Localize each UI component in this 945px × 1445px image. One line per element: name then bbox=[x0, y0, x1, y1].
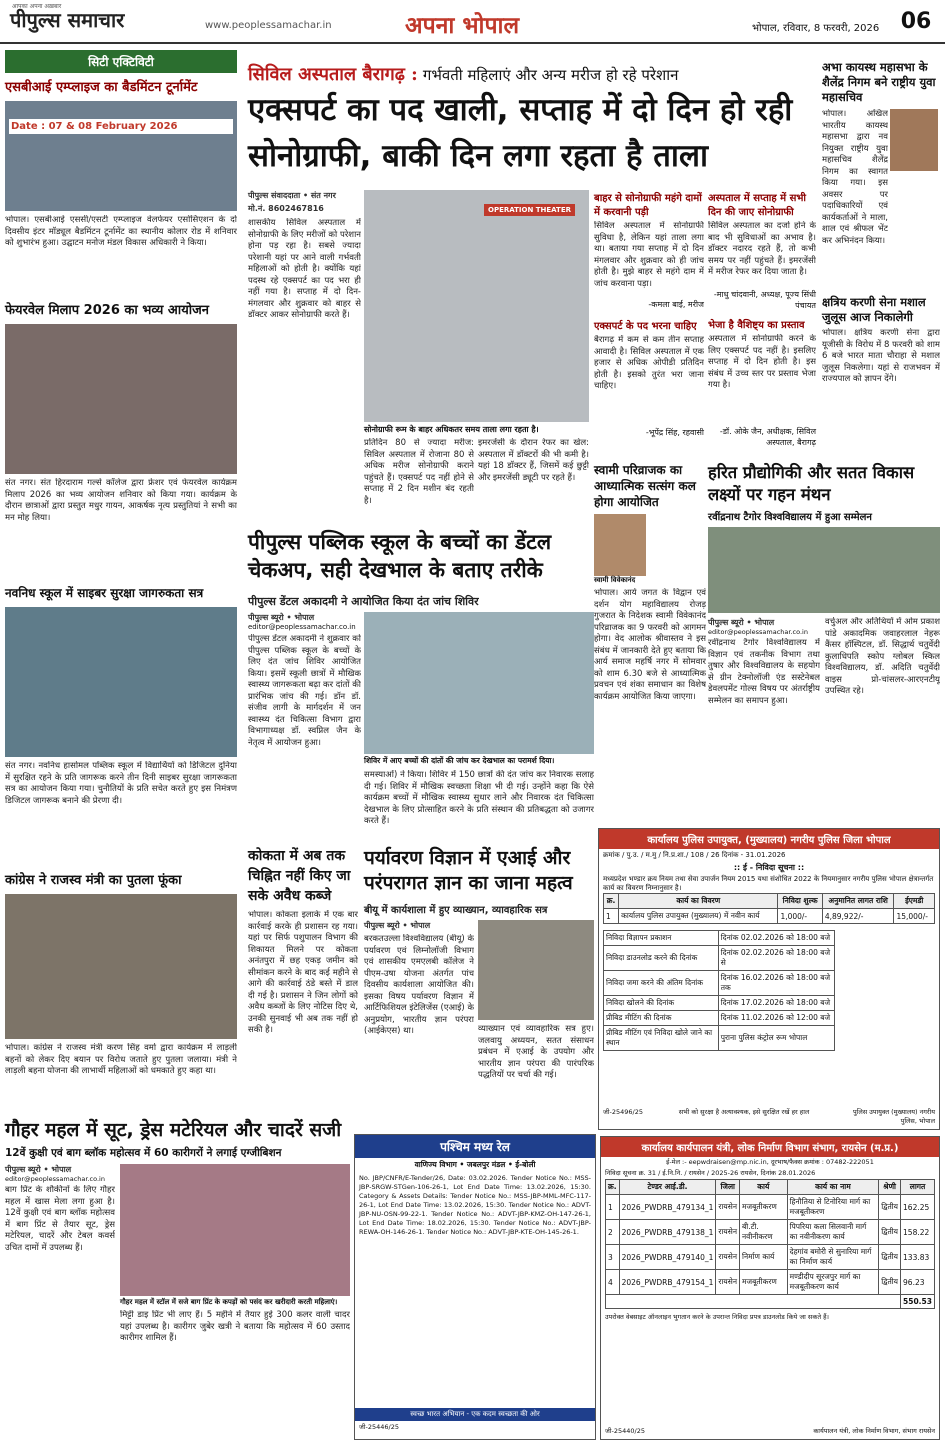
operation-theater-sign: OPERATION THEATER bbox=[484, 204, 575, 216]
dental-byline: पीपुल्स ब्यूरो • भोपाल bbox=[248, 613, 315, 622]
railway-ad-footer: स्वच्छ भारत अभियान - एक कदम स्वच्छता की ओर bbox=[355, 1408, 595, 1421]
railway-ad-code: जी-25446/25 bbox=[359, 1423, 399, 1431]
env-subheadline: बीयू में कार्यशाला में हुए व्याख्यान, व्यावहारिक सत्र bbox=[364, 905, 548, 916]
env-text-col bbox=[364, 920, 474, 1134]
section-title: अपना भोपाल bbox=[405, 12, 520, 39]
gohar-caption: गौहर महल में स्टॉल में सजे बाग प्रिंट के कपड़ों को पसंद कर खरीदारी करती महिलाएं। bbox=[120, 1298, 338, 1306]
dental-text-col bbox=[248, 612, 361, 860]
lead-byline: पीपुल्स संवाददाता • संत नगर bbox=[248, 191, 336, 200]
side2-sign: -माधु चांदवानी, अध्यक्ष, पूज्य सिंधी पंचायत bbox=[713, 290, 816, 310]
police-ad-slogan: सभी को सुरक्षा है अत्यावश्यक, इसे सुरक्षित रखें हर हाल bbox=[678, 1108, 810, 1116]
page-number: 06 bbox=[893, 4, 939, 40]
side1-body: सिविल अस्पताल में सोनोग्राफी सुविधा है, लेकिन यहां ताला लगा था। बताया गया सप्ताह में दो दिन मंगलवार और शुक्रवार को ही जांच होती है। मुझे बाहर से महंगे दाम में जांच करवाना पड़ा। bbox=[594, 221, 704, 289]
kokta-headline[interactable]: कोकता में अब तक चिह्नित नहीं किए जा सके अवैध कब्जे bbox=[248, 848, 351, 904]
green-tech-story bbox=[708, 462, 940, 853]
table-row: प्रीबिड मीटिंग की दिनांक दिनांक 11.02.2026 को 12:00 बजे bbox=[604, 1011, 835, 1026]
env-byline: पीपुल्स ब्यूरो • भोपाल bbox=[364, 921, 431, 930]
police-col-cost: अनुमानित लागत राशि bbox=[822, 894, 894, 909]
gohar-photo bbox=[120, 1164, 350, 1296]
table-row: निविदा खोलने की दिनांक दिनांक 17.02.2026 को 18:00 बजे bbox=[604, 996, 835, 1011]
police-ad-notice: :: ई - निविदा सूचना :: bbox=[733, 863, 805, 872]
logo-tagline: आपका अपना अख़बार bbox=[12, 3, 62, 10]
hospital-photo bbox=[364, 190, 589, 422]
swami-headline[interactable]: स्वामी परिव्राजक का आध्यात्मिक सत्संग कल होगा आयोजित bbox=[594, 463, 696, 509]
dental-subheadline: पीपुल्स डेंटल अकादमी ने आयोजित किया दंत जांच शिविर bbox=[248, 595, 479, 608]
pwd-ad-sign: कार्यपालन यंत्री, लोक निर्माण विभाग, संभाग रायसेन bbox=[813, 1427, 935, 1435]
swami-caption: स्वामी विवेकानंद bbox=[594, 576, 636, 584]
side2-body: सिविल अस्पताल का दर्जा होने के बाद भी सुविधाओं का अभाव है। डॉक्टर नदारद रहते हैं, तो कभी समय पर नहीं पहुंचते हैं। इमरजेंसी में मरीज रेफर कर दिया जाता है। bbox=[708, 221, 816, 277]
side4-sign: -डॉ. ओके जैन, अधीक्षक, सिविल अस्पताल, बैरागढ़ bbox=[719, 427, 816, 447]
police-col-fee: निविदा शुल्क bbox=[778, 894, 822, 909]
police-ad-ref: क्रमांक / पु.उ. / म.मु / नि.प्र.शा./ 108 / 26 दिनांक - 31.01.2026 bbox=[603, 851, 786, 859]
dental-email: editor@peoplessamachar.co.in bbox=[248, 623, 356, 631]
kokta-body: भोपाल। कोकता इलाके में एक बार कार्रवाई करके ही प्रशासन रह गया। यहां पर सिर्फ पशुपालन विभाग की शिकायत मिलने पर कोकता अनंतपुरा में छह एकड़ जमीन को सीमांकन करने के बाद कई महीने से आगे की कार्रवाई ठंडे बस्ते में डाल दी गई है। प्रशासन ने जिन लोगों को अवैध कब्जों के लिए नोटिस दिए थे, उनकी सुनवाई भी अब तक नहीं हो सकी है। bbox=[248, 910, 358, 1035]
lead-text-col bbox=[248, 190, 361, 390]
lead-kicker-line bbox=[248, 62, 813, 86]
police-col-no: क्र. bbox=[604, 894, 619, 909]
gohar-byline: पीपुल्स ब्यूरो • भोपाल bbox=[5, 1165, 72, 1174]
lead-kicker: सिविल अस्पताल बैरागढ़ : bbox=[248, 64, 418, 85]
cyber-safety-body: संत नगर। नवनिध हासोमल पब्लिक स्कूल में विद्यार्थियों को डिजिटल दुनिया में सुरक्षित रहने के प्रति जागरूक करने तीन दिनी साइबर सुरक्षा जागरूकता सत्र का आयोजन किया गया। चुनौतियों के प्रति सचेत करते हुए इस निमंत्रण डिजिटल जागरूक बनाने की प्रेरणा दी। bbox=[5, 761, 237, 806]
side3-body: बैरागढ़ में कम से कम तीन सप्ताह आवादी है। सिविल अस्पताल में एक हजार से अधिक ओपीडी प्रतिदिन होती है। इसको तुरंत भरा जाना चाहिए। bbox=[594, 335, 704, 391]
side4-body: अस्पताल में सोनोग्राफी करने के लिए एक्सपर्ट पद नहीं है। इसलिए सप्ताह में दो दिन होती है। इस संबंध में उच्च स्तर पर प्रस्ताव भेजा गया है। bbox=[708, 334, 816, 390]
police-ad-title: कार्यालय पुलिस उपायुक्त, (मुख्यालय) नगरीय पुलिस जिला भोपाल bbox=[599, 829, 939, 849]
dental-body-2: समस्याओं) ने किया। शिविर में 150 छात्रों की दंत जांच कर निवारक सलाह दी गई। शिविर में मौखिक स्वच्छता शिक्षा भी दी गई। उन्होंने कहा कि ऐसे कार्यक्रम बच्चों में मौखिक स्वास्थ्य सुधार लाने और निवारक दंत चिकित्सा देखभाल के लिए प्रोत्साहित करने के प्रति संस्थान की प्रतिबद्धता को उजागर करते हैं। bbox=[364, 770, 594, 826]
table-row: निविदा जमा करने की अंतिम दिनांक दिनांक 16.02.2026 को 18:00 बजे तक bbox=[604, 971, 835, 996]
police-ad-code: जी-25496/25 bbox=[603, 1108, 643, 1116]
dental-body: पीपुल्स डेंटल अकादमी ने शुक्रवार को पीपुल्स पब्लिक स्कूल के बच्चों के लिए दंत जांच शिविर आयोजित किया। इसमें स्कूली छात्रों में मौखिक स्वास्थ्य जागरूकता बढ़ा कर दांतों की प्रारंभिक जांच की गई। डॉन डॉ. संजीव लागी के मार्गदर्शन में जन स्वास्थ्य दंत चिकित्सा विभाग द्वारा विभागाध्यक्ष डॉ. स्वप्निल जैन के नेतृत्व में आयोजन हुआ। bbox=[248, 634, 361, 748]
farewell-headline[interactable]: फेयरवेल मिलाप 2026 का भव्य आयोजन bbox=[5, 303, 209, 318]
police-col-work: कार्य का विवरण bbox=[619, 894, 778, 909]
farewell-body: संत नगर। संत हिरदाराम गर्ल्स कॉलेज द्वारा फ्रेशर एवं फेयरवेल कार्यक्रम मिलाप 2026 का भव्य आयोजन शनिवार को किया गया। कार्यक्रम के दौरान छात्राओं द्वारा प्रस्तुत मधुर गायन, आकर्षक नृत्य प्रस्तुतियां ने सभी का मन मोह लिया। bbox=[5, 478, 237, 523]
police-ad-sign: पुलिस उपायुक्त (मुख्यालय) नगरीय पुलिस, भोपाल bbox=[852, 1108, 935, 1125]
table-row: 3 2026_PWDRB_479140_1 रायसेन निर्माण कार्य देहगांव बमोरी से सुनारिया मार्ग का निर्माण कार्य द्वितीय 133.83 bbox=[606, 1245, 935, 1270]
swami-body: भोपाल। आर्य जगत के विद्वान एवं दर्शन योग महाविद्यालय रोजड़ गुजरात के निदेशक स्वामी विवेकानंद परिव्राजक का 9 फरवरी को आगमन होगा। वेद आलोक श्रीवास्तव ने इस संबंध में जानकारी देते हुए बताया कि आर्य समाज महर्षि नगर में सोमवार को शाम 6.30 बजे से आध्यात्मिक प्रवचन एवं शंका समाधान का विशेष कार्यक्रम आयोजित किया जाएगा। bbox=[594, 588, 706, 702]
pwd-total: 550.53 bbox=[901, 1295, 935, 1309]
gohar-headline[interactable]: गौहर महल में सूट, ड्रेस मटेरियल और चादरें सजी bbox=[5, 1119, 342, 1141]
railway-ad-title: पश्चिम मध्य रेल bbox=[355, 1135, 595, 1158]
dental-photo bbox=[364, 612, 594, 754]
table-row: 2 2026_PWDRB_479138_1 रायसेन बी.टी. नवीनीकरण पिपरिया कला सिलवानी मार्ग का नवीनीकरण कार्य द्वितीय 158.22 bbox=[606, 1220, 935, 1245]
side-quotes-b bbox=[708, 190, 816, 448]
masthead bbox=[0, 0, 945, 44]
table-row: 1 2026_PWDRB_479134_1 रायसेन मजबूतीकरण हिनौतिया से टिनोरिया मार्ग का मजबूतीकरण द्वितीय 162.25 bbox=[606, 1195, 935, 1220]
pwd-ad-table: क्र. टेण्डर आई.डी. जिला कार्य कार्य का नाम श्रेणी लागत 1 2026_PWDRB_479134_1 रायसेन मजबूतीकरण हिनौतिया से टिनोरिया मार्ग का मजबूतीकरण द्वितीय 162.25 2 2026_PWDRB_479138_1 रायसेन बी.टी. नवीनीकरण पिपरिया कला सिलवानी मार्ग का नवीनीकरण कार्य द्वितीय 158.22 3 2026_PWDRB_479140_1 रायसेन निर्माण कार्य देहगांव बमोरी से सुनारिया मार्ग का निर्माण कार्य द्वितीय 133.83 4 2026_PWDRB_479154_1 रायसेन मजबूतीकरण मण्डीदीप सूरजपुर मार्ग का मजबूतीकरण कार्य द्वितीय 96.23 550.53 bbox=[605, 1179, 935, 1309]
dental-caption: शिविर में आए बच्चों की दांतों की जांच कर देखभाल का परामर्श दिया। bbox=[364, 756, 555, 765]
sbi-event-photo bbox=[5, 101, 237, 211]
karni-sena-headline[interactable]: क्षत्रिय करणी सेना मशाल जुलूस आज निकालेगी bbox=[822, 295, 926, 324]
congress-protest-body: भोपाल। कांग्रेस ने राजस्व मंत्री करण सिंह वर्मा द्वारा कार्यक्रम में लाड़ली बहनों को लेकर दिए बयान पर विरोध जताते हुए पुतला जलाया। मंत्री ने लाड़ली बहना योजना की लाभार्थी महिलाओं को धमकाते हुए कहा था। bbox=[5, 1043, 237, 1076]
karni-sena-body: भोपाल। क्षत्रिय करणी सेना द्वारा यूजीसी के विरोध में 8 फरवरी को शाम 6 बजे भारत माता चौराहा से मशाल जुलूस निकलेगा। यहां से राजभवन में राज्यपाल को ज्ञापन देंगे। bbox=[822, 328, 940, 384]
pwd-tender-ad bbox=[600, 1136, 940, 1440]
gohar-email: editor@peoplessamachar.co.in bbox=[5, 1175, 105, 1183]
hospital-photo-caption: सोनोग्राफी रूम के बाहर अधिकतर समय ताला लगा रहता है। bbox=[364, 425, 539, 434]
police-ad-table bbox=[603, 893, 935, 924]
sbi-badminton-headline[interactable]: एसबीआई एम्प्लाइज का बैडमिंटन टूर्नामेंट bbox=[5, 80, 198, 95]
congress-protest-photo bbox=[5, 894, 237, 1039]
green-tech-subheadline: रवींद्रनाथ टैगोर विश्वविद्यालय में हुआ सम्मेलन bbox=[708, 512, 872, 523]
congress-protest-headline[interactable]: कांग्रेस ने राजस्व मंत्री का पुतला फूंका bbox=[5, 873, 182, 888]
dateline: भोपाल, रविवार, 8 फरवरी, 2026 bbox=[752, 23, 880, 34]
shailendra-photo bbox=[890, 109, 938, 171]
newspaper-logo[interactable]: पीपुल्स समाचार bbox=[10, 8, 125, 32]
lead-kicker-rest: गर्भवती महिलाएं और अन्य मरीज हो रहे परेशान bbox=[422, 66, 679, 84]
railway-ad-body: No. JBP/CNFR/E-Tender/26, Date: 03.02.2026. Tender Notice No.: MSS-JBP-SRGW-STGen-106-26-1, Lot End Date Time: 13.02.2026, 15:30. Category & Assets Details: Tender Notice No.: MSS-JBP-MML-MFC-117-26-1, Lot End Date Time: 13.02.2026, 15:30. Tender Notice No.: ADVT-JBP-NU-OSN-99-22-1. Tender Notice No.: ADVT-JBP-KMZ-OH-147-26-1, Lot End Date Time: 18.02.2026, 15:30. Tender Notice No.: ADVT-JBP-REWA-OH-146-26-1. Tender Notice No.: ADVT-JBP-KTE-OH-145-26-1. bbox=[359, 1174, 591, 1236]
gohar-subheadline: 12वें कुक्षी एवं बाग ब्लॉक महोत्सव में 60 कारीगरों ने लगाई एग्जीबिशन bbox=[5, 1147, 282, 1159]
green-tech-body-2: वर्चुअल और अतिथियों में ओम प्रकाश पांडे अकादमिक जवाहरलाल नेहरू कैंसर हॉस्पिटल, डॉ. सिद्धार्थ चतुर्वेदी कुलाधिपति स्कोप ग्लोबल स्किल विश्वविद्यालय, डॉ. अदिति चतुर्वेदी वाइस प्रो-चांसलर-आरएनटीयू उपस्थित रहे। bbox=[825, 617, 940, 696]
police-tender-ad bbox=[598, 828, 940, 1130]
railway-tender-ad bbox=[354, 1134, 596, 1440]
website-link[interactable]: www.peoplessamachar.in bbox=[205, 20, 332, 31]
table-row bbox=[606, 1295, 935, 1309]
env-body-2: व्याख्यान एवं व्यावहारिक सत्र हुए। जलवायु अध्ययन, सतत संसाधन प्रबंधन में एआई के उपयोग और भारतीय ज्ञान परंपरा की पारंपरिक पद्धतियों पर चर्चा की गई। bbox=[478, 1024, 594, 1080]
lead-headline-line-1[interactable]: एक्सपर्ट का पद खाली, सप्ताह में दो दिन हो रही bbox=[248, 92, 793, 128]
env-body: बरकतउल्ला विश्वविद्यालय (बीयू) के पर्यावरण एवं लिम्नोलॉजी विभाग एवं शासकीय एमएलबी कॉलेज ने पीएम-उषा योजना अंतर्गत पांच दिवसीय कार्यशाला आयोजित की। इसका विषय पर्यावरण विज्ञान में आर्टिफिशियल इंटेलिजेंस (एआई) के अनुप्रयोग, भारतीय ज्ञान परंपरा (आईकेएस) था। bbox=[364, 934, 474, 1036]
pwd-ad-ref: निविदा सूचना क्र. 31 / ई.नि.नि. / रायसेन / 2025-26 रायसेन, दिनांक 28.01.2026 bbox=[605, 1169, 816, 1177]
env-headline[interactable]: पर्यावरण विज्ञान में एआई और परंपरागत ज्ञान का जाना महत्व bbox=[364, 847, 573, 894]
cyber-safety-headline[interactable]: नवनिध स्कूल में साइबर सुरक्षा जागरुकता सत्र bbox=[5, 586, 204, 600]
kayastha-headline[interactable]: अभा कायस्थ महासभा के शैलेंद्र निगम बने राष्ट्रीय युवा महासचिव bbox=[822, 60, 936, 104]
pwd-ad-code: जी-25440/25 bbox=[605, 1427, 645, 1435]
side3-sign: -भूपेंद्र सिंह, रहवासी bbox=[645, 428, 704, 437]
railway-ad-sub: वाणिज्य विभाग • जबलपुर मंडल • ई-बोली bbox=[414, 1160, 536, 1169]
pwd-ad-footer: उपरोक्त वेबसाइट ऑनलाइन भुगतान करने के उपरान्त निविदा प्रपत्र डाउनलोड किये जा सकते हैं। bbox=[605, 1313, 829, 1321]
pwd-ad-title: कार्यालय कार्यपालन यंत्री, लोक निर्माण विभाग संभाग, रायसेन (म.प्र.) bbox=[601, 1137, 939, 1157]
farewell-photo bbox=[5, 324, 237, 474]
dental-headline[interactable]: पीपुल्स पब्लिक स्कूल के बच्चों का डेंटल चेकअप, सही देखभाल के बताए तरीके bbox=[248, 530, 552, 582]
side3-title: एक्सपर्ट के पद भरना चाहिए bbox=[594, 321, 697, 332]
kayastha-body: भोपाल। अखिल भारतीय कायस्थ महासभा द्वारा नव नियुक्त राष्ट्रीय युवा महासचिव शैलेंद्र निगम का स्वागत किया गया। इस अवसर पर पदाधिकारियों एवं कार्यकर्ताओं ने माला, शाल एवं श्रीफल भेंट कर अभिनंदन किया। bbox=[822, 109, 888, 246]
swami-photo bbox=[594, 514, 646, 576]
event-banner: Date : 07 & 08 February 2026 bbox=[9, 119, 233, 134]
city-activity-tag: सिटी एक्टिविटी bbox=[5, 50, 237, 73]
kokta-story bbox=[248, 846, 358, 1160]
cyber-safety-photo bbox=[5, 607, 237, 757]
green-tech-body: रवींद्रनाथ टैगोर विश्वविद्यालय में विज्ञान एवं तकनीक विभाग तथा तुषार और विश्वविद्यालय के सहयोग से ग्रीन टेक्नोलॉजी एंड सस्टेनेबल डेवलपमेंट गोल्स विषय पर अंतर्राष्ट्रीय सम्मेलन का समापन हुआ। bbox=[708, 638, 820, 706]
fact-box-1: प्रतिदिन 80 से ज्यादा मरीज: सिविल अस्पताल में रोजाना 80 से अधिक मरीज सोनोग्राफी कराने पहुंचते हैं। एक्सपर्ट पद नहीं होने से सप्ताह में 2 दिन मशीन बंद रहती है। bbox=[364, 438, 474, 506]
lead-body: शासकीय सिविल अस्पताल में सोनोग्राफी के लिए मरीजों को परेशान होना पड़ रहा है। सबसे ज्यादा परेशानी यहां पर आने वाली गर्भवती महिलाओं को होती है। क्योंकि यहां पदस्थ रहे एक्सपर्ट का पद भरा ही नहीं गया है। सप्ताह में दो दिन- मंगलवार और शुक्रवार को बाहर से डॉक्टर आकर सोनोग्राफी करते हैं। bbox=[248, 218, 361, 320]
table-row: प्रीबिड मीटिंग एवं निविदा खोले जाने का स्थान पुराना पुलिस कंट्रोल रूम भोपाल bbox=[604, 1026, 835, 1051]
table-row: निविदा डाउनलोड करने की दिनांक दिनांक 02.02.2026 को 18:00 बजे से bbox=[604, 946, 835, 971]
lead-headline-line-2[interactable]: सोनोग्राफी, बाकी दिन लगा रहता है ताला bbox=[248, 138, 709, 174]
swami-story bbox=[594, 462, 706, 858]
side1-sign: -कमला बाई, मरीज bbox=[648, 300, 704, 309]
right-top-column bbox=[822, 60, 940, 440]
side-quotes-a bbox=[594, 190, 704, 438]
gohar-body: बाग प्रिंट के शौकीनों के लिए गौहर महल में खास मेला लगा हुआ है। 12वें कुक्षी एवं बाग ब्लॉक महोत्सव में बाग प्रिंट से तैयार सूट, ड्रेस मटेरियल, चादरें और टेबल कवर्स उचित दामों में उपलब्ध हैं। bbox=[5, 1185, 115, 1253]
pwd-ad-email: ई-मेल :- eepwdraisen@mp.nic.in, दूरभाष/फैक्स क्रमांक : 07482-222051 bbox=[666, 1158, 874, 1166]
gohar-story bbox=[5, 1118, 350, 1403]
police-col-emd: ईएमडी bbox=[894, 894, 935, 909]
police-ad-intro: मध्यप्रदेश भण्डार क्रय नियम तथा सेवा उपार्जन नियम 2015 यथा संशोधित 2022 के नियमानुसार नगरीय पुलिस भोपाल क्षेत्रान्तर्गत कार्य का विवरण निम्नानुसार है। bbox=[603, 875, 934, 892]
green-tech-email: editor@peoplessamachar.co.in bbox=[708, 628, 808, 636]
green-tech-photo bbox=[708, 527, 940, 613]
env-photo bbox=[478, 920, 594, 1020]
side4-title: भेजा है वैशिष्ट्य का प्रस्ताव bbox=[708, 320, 805, 331]
fact-box-2: इमरजेंसी के दौरान रेफर का खेल: अस्पताल में डॉक्टरों की भी कमी है। यहां 18 डॉक्टर हैं, जिसमें कई छुट्टी और इमरजेंसी ड्यूटी पर रहते हैं। bbox=[478, 438, 589, 483]
police-schedule-table bbox=[603, 930, 835, 1051]
lead-phone: मो.नं. 8602467816 bbox=[248, 204, 324, 213]
gohar-body-2: मिट्टी डाइ प्रिंट भी लाए हैं। 5 महीने में तैयार हुई 300 कलर वाली चादर यहां उपलब्ध है। कारीगर जुबेर खत्री ने बताया कि महोत्सव में 60 उस्ताद कारीगर शामिल हैं। bbox=[120, 1310, 350, 1343]
side2-title: अस्पताल में सप्ताह में सभी दिन की जाए सोनोग्राफी bbox=[708, 193, 806, 218]
table-row: निविदा विज्ञापन प्रकाशन दिनांक 02.02.2026 को 18:00 बजे bbox=[604, 931, 835, 946]
green-tech-headline[interactable]: हरित प्रौद्योगिकी और सतत विकास लक्ष्यों पर गहन मंथन bbox=[708, 463, 915, 504]
table-row: 4 2026_PWDRB_479154_1 रायसेन मजबूतीकरण मण्डीदीप सूरजपुर मार्ग का मजबूतीकरण कार्य द्वितीय 96.23 bbox=[606, 1270, 935, 1295]
table-row: 1 कार्यालय पुलिस उपायुक्त (मुख्यालय) में नवीन कार्य 1,000/- 4,89,922/- 15,000/- bbox=[604, 909, 935, 924]
green-tech-byline: पीपुल्स ब्यूरो • भोपाल bbox=[708, 618, 775, 627]
sbi-article-body: भोपाल। एसबीआई एससी/एसटी एम्प्लाइज वेलफेयर एसोसिएशन के दो दिवसीय इंटर मॉड्यूल बैडमिंटन टूर्नामेंट का स्थानीय कोलार रोड में शनिवार को शुभारंभ हुआ। उद्घाटन मनोज मंडल विकास अधिकारी ने किया। bbox=[5, 215, 237, 248]
side1-title: बाहर से सोनोग्राफी महंगे दामों में करवानी पड़ी bbox=[594, 193, 702, 218]
